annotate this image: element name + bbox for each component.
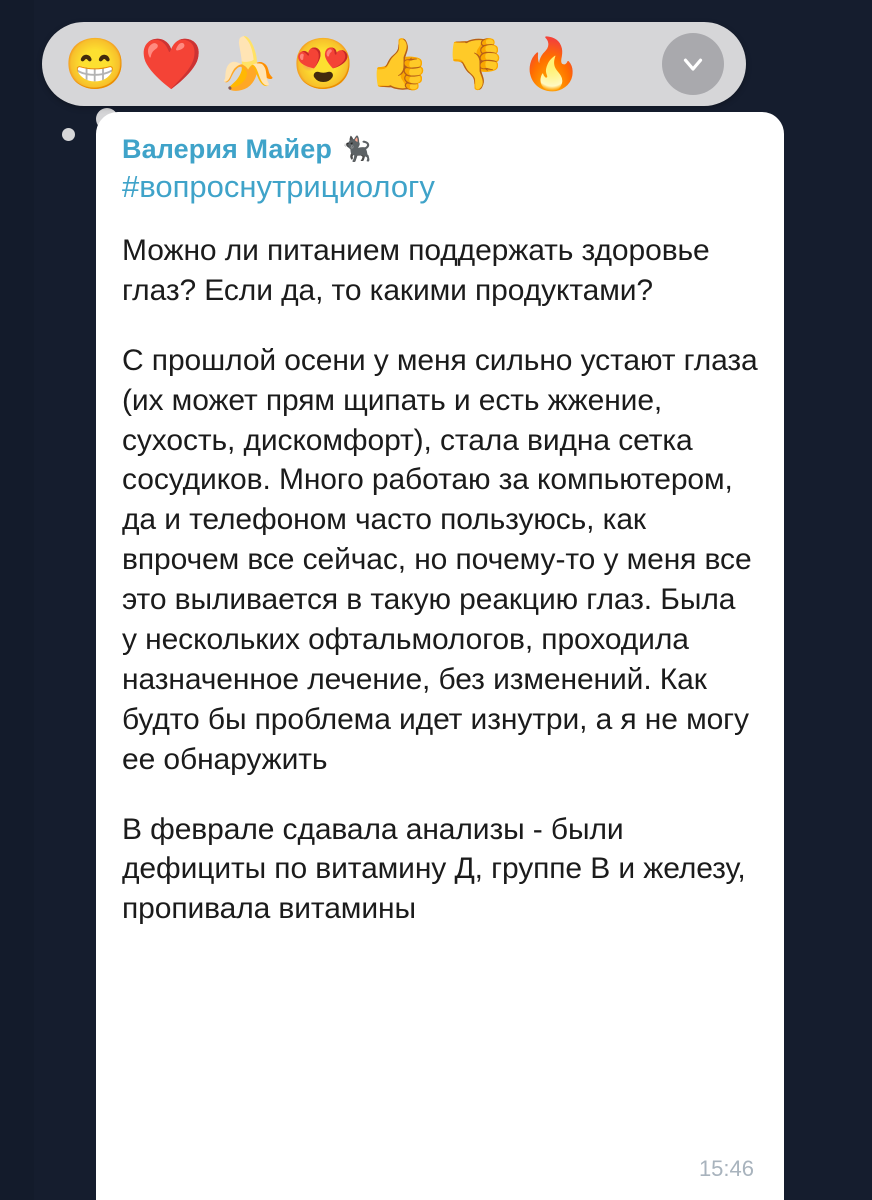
reaction-thumbs-up[interactable]: 👍 (368, 36, 431, 92)
reaction-bubble-tail-small (62, 128, 75, 141)
message-paragraph: В феврале сдавала анализы - были дефициты по витамину Д, группе В и железу, пропивала витамины (122, 812, 746, 926)
reaction-thumbs-down[interactable]: 👎 (444, 36, 507, 92)
reaction-red-heart[interactable]: ❤️ (140, 36, 203, 92)
expand-reactions-button[interactable] (662, 33, 724, 95)
black-cat-emoji: 🐈‍⬛ (341, 135, 372, 163)
message-sender-line (122, 134, 758, 165)
sender-name[interactable]: Валерия Майер (122, 134, 332, 164)
reaction-smiling-face-hearts[interactable]: 😍 (292, 36, 355, 92)
reaction-grinning-face[interactable]: 😁 (64, 36, 127, 92)
message-bubble[interactable] (96, 112, 784, 1200)
chat-left-strip (0, 0, 34, 1200)
chevron-down-icon (678, 49, 708, 79)
hashtag-link[interactable]: #вопроснутрициологу (122, 169, 435, 204)
reaction-banana[interactable]: 🍌 (216, 36, 279, 92)
message-paragraph: С прошлой осени у меня сильно устают глаза (их может прям щипать и есть жжение, сухость, дискомфорт), стала видна сетка сосудиков. Много работаю за компьютером, да и телефоном часто пользуюсь, как впрочем все сейчас, но почему-то у меня все это выливается в такую реакцию глаз. Была у нескольких офтальмологов, проходила назначенное лечение, без изменений. Как будто бы проблема идет изнутри, а я не могу ее обнаружить (122, 343, 758, 776)
message-timestamp: 15:46 (698, 1156, 754, 1181)
message-paragraph: Можно ли питанием поддержать здоровье глаз? Если да, то какими продуктами? (122, 234, 710, 307)
reaction-fire[interactable]: 🔥 (520, 36, 583, 92)
reaction-picker-bar (42, 22, 746, 106)
